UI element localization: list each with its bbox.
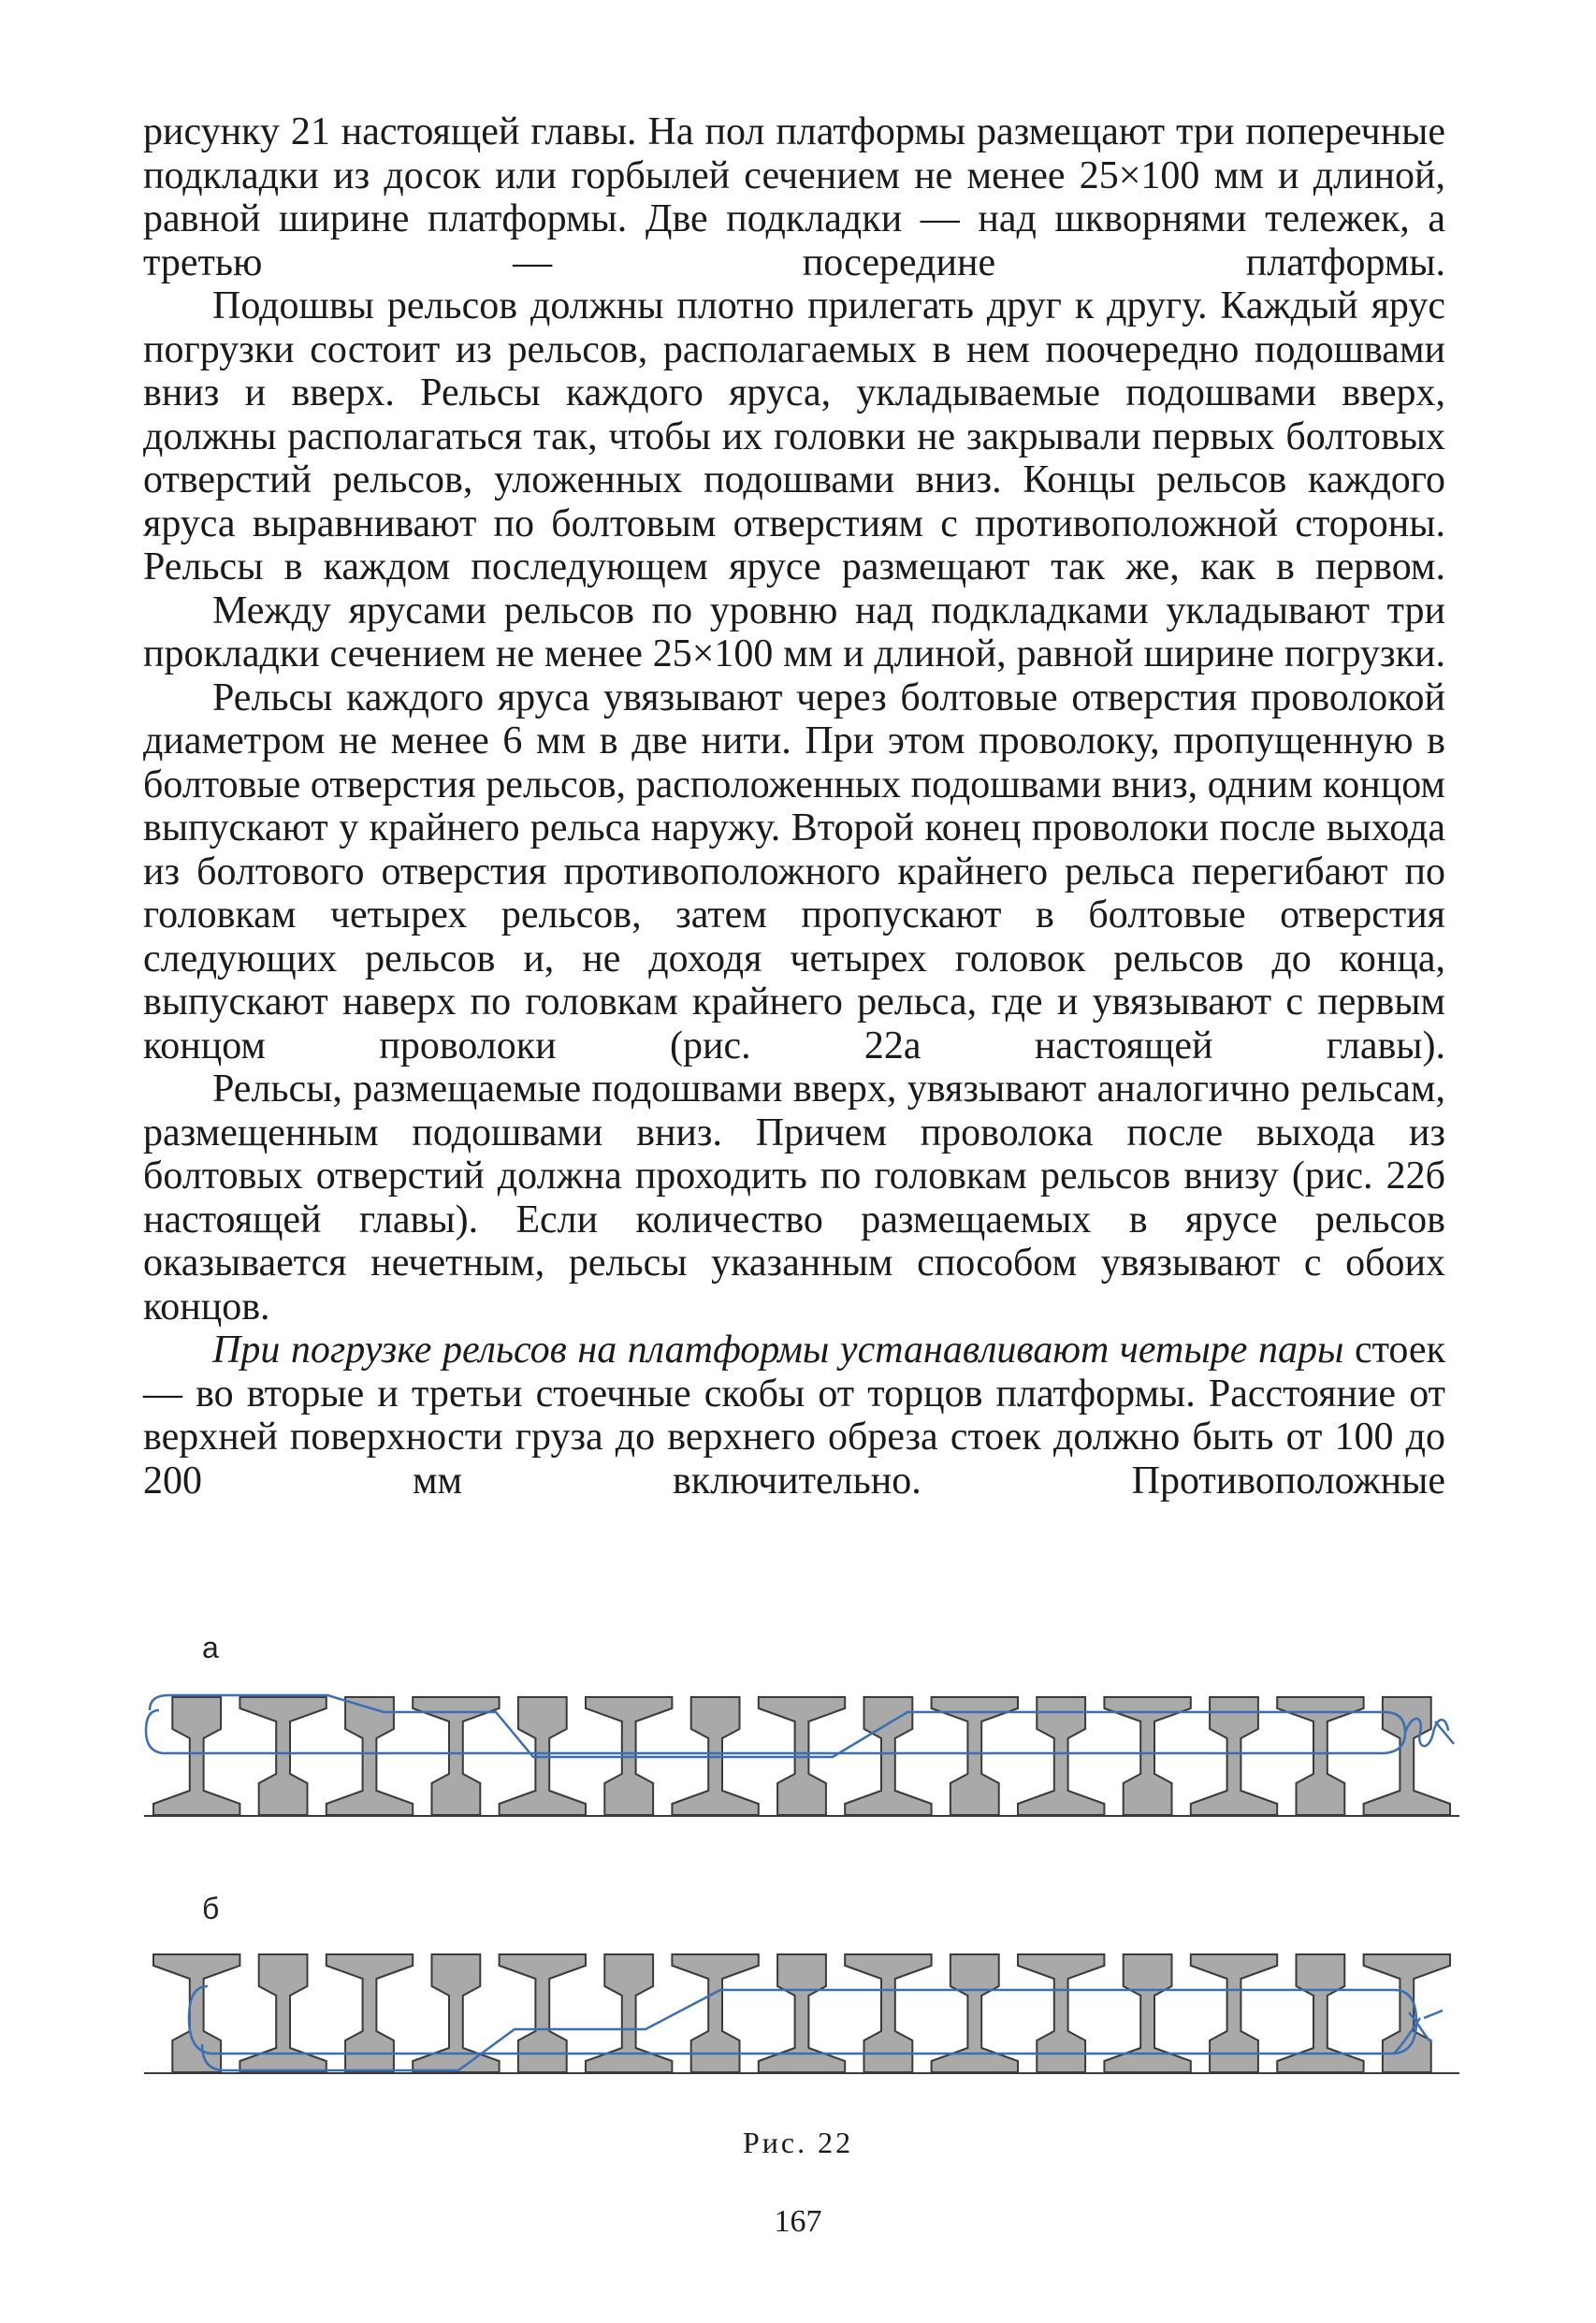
rail-section [1277,1697,1363,1815]
figure-label-b: б [202,1892,220,1925]
paragraph: Рельсы, размещаемые подошвами вверх, увязывают аналогично рельсам, размещенным подошвами вниз. Причем проволока после выхода из болтовых отверстий должна проходить по головкам рельсов внизу (рис. 22б настоящей главы). Если количество размещаемых в ярусе рельсов оказывается нечетным, рельсы указанным способом увязывают с обоих концов. [143,1067,1445,1328]
rail-section [932,1697,1018,1815]
paragraph: Между ярусами рельсов по уровню над подкладками укладывают три прокладки сечением не менее 25×100 мм и длиной, равной ширине погрузки. [143,588,1445,675]
paragraph: рисунку 21 настоящей главы. На пол платформы размещают три поперечные подкладки из досок или горбылей сечением не менее 25×100 мм и длиной, равной ширине платформы. Две подкладки — над шкворнями тележек, а третью — посередине платформы. [143,110,1445,284]
page-number: 167 [774,2204,822,2239]
paragraph-last [143,1328,1445,1503]
paragraph: Рельсы каждого яруса увязывают через болтовые отверстия проволокой диаметром не менее 6 мм в две нити. При этом проволоку, пропущенную в болтовые отверстия рельсов, расположенных подошвами вниз, одним концом выпускают у крайнего рельса наружу. Второй конец проволоки после выхода из болтового отверстия противоположного крайнего рельса перегибают по головкам четырех рельсов, затем пропускают в болтовые отверстия следующих рельсов и, не доходя четырех головок рельсов до конца, выпускают наверх по головкам крайнего рельса, где и увязывают с первым концом проволоки (рис. 22а настоящей главы). [143,675,1445,1067]
rail-section [1191,1697,1277,1815]
rail-section [153,1697,239,1815]
figure-b [140,1932,1469,2100]
body-text [143,110,1445,1503]
rail-section [1018,1697,1104,1815]
figure-a [140,1675,1469,1843]
rail-section [1364,1697,1450,1815]
rail-section [845,1697,931,1815]
rail-section [413,1697,499,1815]
italic-run: При погрузке рельсов на платформы устанавливают четыре пары [212,1328,1344,1372]
figure-label-a: а [202,1631,219,1664]
rail-section [239,1697,326,1815]
paragraph-rest: стоек — во вторые и третьи стоечные скобы от торцов платформы. Расстояние от верхней поверхности груза до верхнего обреза стоек должно быть от 100 до 200 мм включительно. Противоположные [143,1328,1445,1503]
rail-section [1104,1697,1190,1815]
paragraph: Подошвы рельсов должны плотно прилегать друг к другу. Каждый ярус погрузки состоит из рельсов, располагаемых в нем поочередно подошвами вниз и вверх. Рельсы каждого яруса, укладываемые подошвами вверх, должны располагаться так, чтобы их головки не закрывали первых болтовых отверстий рельсов, уложенных подошвами вниз. Концы рельсов каждого яруса выравнивают по болтовым отверстиям с противоположной стороны. Рельсы в каждом последующем ярусе размещают так же, как в первом. [143,284,1445,588]
rail-section [326,1697,413,1815]
figure-caption: Рис. 22 [742,2126,854,2159]
